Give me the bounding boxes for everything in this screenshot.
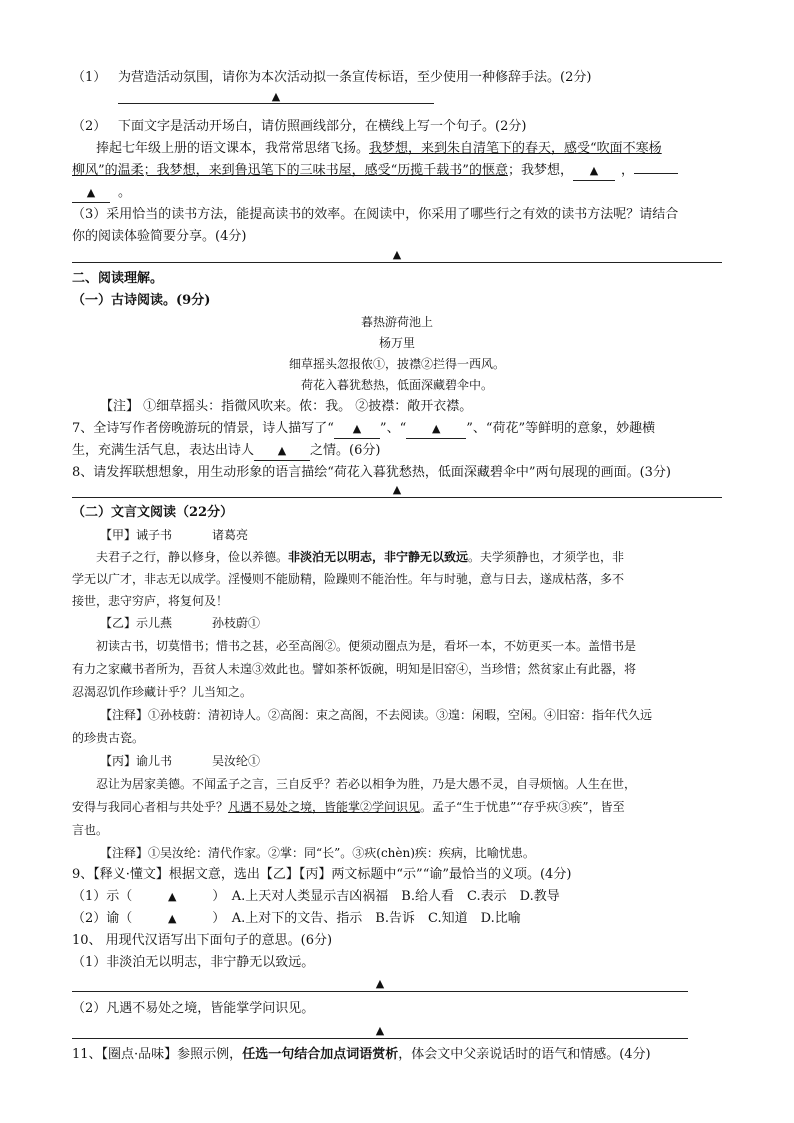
answer-triangle-icon: ▲ (277, 444, 287, 457)
text-jia-title: 【甲】诫子书 (100, 528, 173, 542)
text-bing-title: 【丙】谕儿书 (100, 754, 173, 768)
q2-passage-line1 (96, 140, 726, 158)
q7-line1 (72, 420, 726, 439)
q3-answer-rule (72, 262, 722, 263)
q8-text: 8、请发挥联想想象，用生动形象的语言描绘“荷花入暮犹愁热，低面深藏碧伞中”两句展现的画面。(3分) (72, 465, 671, 480)
text-bing-note: 【注释】①吴汝纶：清代作家。②掌：同“长”。③疢(chèn)疾：疾病，比喻忧患。 (100, 846, 535, 860)
q11-text-c: ，体会文中父亲说话时的语气和情感。(4分) (398, 1047, 651, 1062)
q2-blank-2[interactable] (634, 173, 678, 174)
answer-triangle-icon: ▲ (168, 912, 177, 925)
answer-triangle-icon: ▲ (392, 248, 402, 261)
q2-passage-line3 (72, 184, 726, 203)
text-bing-seg2: 。孟子“生于忧患”“存乎疢③疾”，皆至 (420, 800, 625, 814)
text-yi-heading (100, 614, 726, 632)
q10-sentence-1: （1）非淡泊无以明志，非宁静无以致远。 (72, 955, 315, 970)
q3-line2: 你的阅读体验简要分享。(4分) (72, 229, 247, 244)
q1-answer-rule (118, 103, 434, 104)
text-bing-line2 (72, 798, 726, 816)
q2-text: 下面文字是活动开场白，请仿照画线部分，在横线上写一个句子。(2分) (118, 119, 527, 134)
text-yi-note-2: 的珍贵古瓷。 (72, 731, 145, 745)
q2-line (72, 118, 726, 136)
q1-line (72, 69, 726, 87)
answer-triangle-icon: ▲ (375, 977, 385, 990)
text-jia-line2: 学无以广才，非志无以成学。淫慢则不能励精，险躁则不能治性。年与时驰，意与日去，遂成枯落，多不 (72, 572, 625, 586)
q11-text (72, 1046, 726, 1064)
text-jia-line3: 接世，悲守穷庐，将复何及！ (72, 594, 229, 608)
q2-number: （2） (72, 119, 107, 134)
text-bing-underlined: 凡遇不易处之境，皆能掌②学问识见 (228, 800, 421, 814)
text-bing-seg: 安得与我同心者相与共处乎？ (72, 800, 229, 814)
q9-item-2-answer[interactable] (132, 910, 212, 928)
answer-triangle-icon: ▲ (589, 164, 599, 177)
answer-triangle-icon: ▲ (431, 422, 441, 435)
poem-note: 【注】 ①细草摇头：指微风吹来。侬：我。 ②披襟：敞开衣襟。 (100, 399, 473, 414)
q2-underlined-text-2: 柳风”的温柔；我梦想，来到鲁迅笔下的三味书屋，感受“历揽千载书”的惬意 (72, 163, 508, 178)
q10-sentence-2: （2）凡遇不易处之境，皆能掌学问识见。 (72, 1001, 315, 1016)
q7-blank-1[interactable] (334, 420, 380, 439)
answer-triangle-icon: ▲ (375, 1024, 385, 1037)
q7-text-e: 之情。(6分) (310, 443, 381, 458)
q9-item-1-options: ） A.上天对人类显示吉凶祸福 B.给人看 C.表示 D.教导 (212, 889, 560, 904)
q2-passage-line2 (72, 162, 726, 181)
text-bing-line1: 忍让为居家美德。不闻孟子之言，三自反乎？若必以相争为胜，乃是大愚不灵，自寻烦恼。人生在世， (96, 777, 637, 791)
text-yi-line2: 有力之家藏书者所为，吾贫人未遑③效此也。譬如茶杯饭碗，明知是旧窑④，当珍惜；然贫家止有此器，将 (72, 662, 637, 676)
poem-line-1: 细草摇头忽报侬①，披襟②拦得一西风。 (288, 357, 505, 371)
answer-triangle-icon: ▲ (392, 483, 402, 496)
q11-text-bold: 任选一句结合加点词语赏析 (242, 1047, 399, 1062)
q7-text-a: 7、全诗写作者傍晚游玩的情景，诗人描写了“ (72, 421, 334, 436)
answer-triangle-icon: ▲ (352, 422, 362, 435)
text-yi-author: 孙枝蔚① (212, 616, 261, 630)
section-heading-reading: 二、阅读理解。 (72, 271, 164, 286)
q7-blank-3[interactable] (254, 442, 310, 461)
q10-answer-rule-2 (72, 1038, 688, 1039)
text-yi-line1: 初读古书，切莫惜书；惜书之甚，必至高阁②。便须动圈点为是，看坏一本，不妨更买一本。盖惜书是 (96, 639, 637, 653)
q7-text-c: ”、“荷花”等鲜明的意象，妙趣横 (466, 421, 656, 436)
text-bing-heading (100, 752, 726, 770)
q9-item-2-options: ） A.上对下的文告、指示 B.告诉 C.知道 D.比喻 (212, 911, 521, 926)
q9-item-1-answer[interactable] (132, 888, 212, 906)
q2-underlined-text: 我梦想，来到朱自清笔下的春天，感受“吹面不寒杨 (369, 141, 662, 156)
text-yi-line3: 忍渴忍饥作珍藏计乎？儿当知之。 (72, 685, 253, 699)
q9-item-1-label: （1）示（ (72, 889, 133, 904)
text-jia-heading (100, 526, 726, 544)
q11-text-a: 11、【圈点·品味】参照示例， (72, 1047, 243, 1062)
q9-item-2 (72, 910, 726, 928)
q7-text-d: 生，充满生活气息，表达出诗人 (72, 443, 255, 458)
text-jia-seg2: 。夫学须静也，才须学也，非 (468, 550, 625, 564)
q2-blank-3[interactable] (72, 184, 110, 203)
subsection-poem-heading: （一）古诗阅读。(9分) (72, 293, 211, 308)
q7-text-b: ”、“ (379, 421, 407, 436)
q7-line2 (72, 442, 726, 461)
text-bing-line3: 言也。 (72, 823, 109, 837)
poem-line-2: 荷花入暮犹愁热，低面深藏碧伞中。 (300, 378, 493, 392)
text-jia-line1 (96, 548, 726, 566)
answer-triangle-icon: ▲ (168, 890, 177, 903)
q9-item-2-label: （2）谕（ (72, 911, 133, 926)
q9-item-1 (72, 888, 726, 906)
q2-period: 。 (118, 185, 132, 200)
q1-number: （1） (72, 70, 107, 85)
text-yi-note: 【注释】①孙枝蔚：清初诗人。②高阁：束之高阁，不去阅读。③遑：闲暇，空闲。④旧窑：指年代久远 (100, 708, 653, 722)
q2-passage-text-2: ；我梦想， (507, 163, 573, 178)
answer-triangle-icon: ▲ (86, 186, 96, 199)
text-jia-seg: 夫君子之行，静以修身，俭以养德。 (96, 550, 289, 564)
text-yi-title: 【乙】示儿燕 (100, 616, 173, 630)
q9-stem: 9、【释义·懂文】根据文意，选出【乙】【丙】两文标题中“示”“谕”最恰当的义项。(4分) (72, 867, 572, 882)
q1-text: 为营造活动氛围，请你为本次活动拟一条宣传标语，至少使用一种修辞手法。(2分) (118, 70, 592, 85)
q2-comma: ， (620, 163, 634, 178)
text-jia-author: 诸葛亮 (212, 528, 249, 542)
q7-blank-2[interactable] (406, 420, 466, 439)
q8-answer-rule (72, 497, 722, 498)
answer-triangle-icon: ▲ (271, 90, 281, 103)
poem-title: 暮热游荷池上 (360, 315, 433, 329)
text-jia-bold: 非淡泊无以明志，非宁静无以致远 (288, 550, 469, 564)
q10-answer-rule-1 (72, 991, 688, 992)
q2-passage-text: 捧起七年级上册的语文课本，我常常思绪飞扬。 (96, 141, 370, 156)
poem-author: 杨万里 (378, 336, 415, 350)
q10-stem: 10、 用现代汉语写出下面句子的意思。(6分) (72, 933, 333, 948)
q3-line1: （3）采用恰当的读书方法，能提高读书的效率。在阅读中，你采用了哪些行之有效的读书方法呢？请结合 (72, 207, 679, 222)
subsection-classical-heading: （二）文言文阅读（22分） (72, 505, 234, 520)
text-bing-author: 吴汝纶① (212, 754, 261, 768)
q2-blank-1[interactable] (573, 162, 615, 181)
